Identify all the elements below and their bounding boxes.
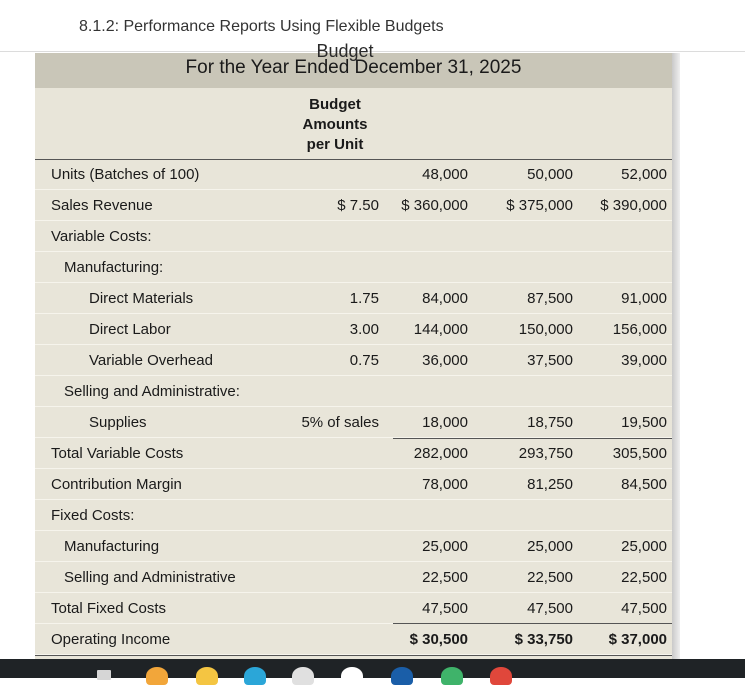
row-label: Fixed Costs: <box>51 507 135 524</box>
table-row <box>35 345 672 376</box>
table-row <box>35 407 672 438</box>
budget-48000-value: $ 360,000 <box>401 197 468 214</box>
per-unit-value: 3.00 <box>349 321 379 338</box>
mail-icon[interactable] <box>391 667 413 685</box>
row-label: Units (Batches of 100) <box>51 166 200 183</box>
paint-icon[interactable] <box>146 667 168 685</box>
row-label: Manufacturing: <box>64 259 164 276</box>
budget-52000-value: 25,000 <box>621 538 667 555</box>
bottom-rule <box>35 655 672 656</box>
budget-52000-value: 22,500 <box>621 569 667 586</box>
table-row <box>35 221 672 252</box>
budget-50000-value: 87,500 <box>527 290 573 307</box>
budget-50000-value: 81,250 <box>527 476 573 493</box>
row-label: Selling and Administrative: <box>64 383 240 400</box>
budget-52000-value: 39,000 <box>621 352 667 369</box>
budget-50000-value: 18,750 <box>527 414 573 431</box>
report-page <box>35 41 672 659</box>
budget-52000-value: 47,500 <box>621 600 667 617</box>
row-label: Selling and Administrative <box>64 569 236 586</box>
table-row <box>35 531 672 562</box>
budget-50000-value: $ 33,750 <box>514 631 573 648</box>
subtotal-rule <box>393 438 672 439</box>
budget-50000-value: 47,500 <box>527 600 573 617</box>
row-label: Operating Income <box>51 631 171 648</box>
budget-48000-value: 78,000 <box>422 476 468 493</box>
app-icon[interactable] <box>341 667 363 685</box>
budget-48000-value: 144,000 <box>413 321 468 338</box>
table-row <box>35 562 672 593</box>
chrome-icon[interactable] <box>490 667 512 685</box>
budget-48000-value: $ 30,500 <box>409 631 468 648</box>
table-row <box>35 159 672 190</box>
folder-icon[interactable] <box>196 667 218 685</box>
budget-50000-value: 293,750 <box>518 445 573 462</box>
budget-52000-value: 52,000 <box>621 166 667 183</box>
budget-52000-value: 91,000 <box>621 290 667 307</box>
row-label: Sales Revenue <box>51 197 153 214</box>
budget-50000-value: 37,500 <box>527 352 573 369</box>
row-label: Variable Costs: <box>51 228 152 245</box>
budget-50000-value: 150,000 <box>518 321 573 338</box>
row-label: Variable Overhead <box>89 352 213 369</box>
table-row <box>35 624 672 655</box>
budget-52000-value: 156,000 <box>612 321 667 338</box>
taskbar <box>0 659 745 678</box>
budget-52000-value: 19,500 <box>621 414 667 431</box>
per-unit-value: 5% of sales <box>301 414 379 431</box>
chrome-beta-icon[interactable] <box>441 667 463 685</box>
report-period: For the Year Ended December 31, 2025 <box>185 57 522 78</box>
row-label: Direct Labor <box>89 321 171 338</box>
budget-50000-value: $ 375,000 <box>506 197 573 214</box>
budget-48000-value: 36,000 <box>422 352 468 369</box>
edge-icon[interactable] <box>244 667 266 685</box>
row-label: Total Variable Costs <box>51 445 184 462</box>
row-label: Supplies <box>89 414 147 431</box>
store-icon[interactable] <box>292 667 314 685</box>
clipped-report-title: Budget <box>316 41 374 61</box>
budget-52000-value: $ 37,000 <box>608 631 667 648</box>
budget-48000-value: 48,000 <box>422 166 468 183</box>
document-edge <box>672 53 680 659</box>
budget-48000-value: 47,500 <box>422 600 468 617</box>
budget-52000-value: $ 390,000 <box>600 197 667 214</box>
total-fixed-rule <box>393 623 672 624</box>
table-row <box>35 190 672 221</box>
table-row <box>35 500 672 531</box>
budget-50000-value: 50,000 <box>527 166 573 183</box>
table-row <box>35 469 672 500</box>
per-unit-value: 0.75 <box>349 352 379 369</box>
budget-48000-value: 282,000 <box>413 445 468 462</box>
budget-per-unit-header: Budget Amounts per Unit <box>302 96 368 153</box>
budget-52000-value: 305,500 <box>612 445 667 462</box>
table-row <box>35 438 672 469</box>
table-row <box>35 252 672 283</box>
row-label: Direct Materials <box>89 290 194 307</box>
row-label: Contribution Margin <box>51 476 182 493</box>
task-view-icon[interactable] <box>97 670 111 680</box>
budget-52000-value: 84,500 <box>621 476 667 493</box>
report-title-band <box>35 41 672 88</box>
budget-48000-value: 84,000 <box>422 290 468 307</box>
table-row <box>35 376 672 407</box>
per-unit-value: 1.75 <box>349 290 379 307</box>
per-unit-value: $ 7.50 <box>337 197 379 214</box>
row-label: Manufacturing <box>64 538 160 555</box>
table-row <box>35 314 672 345</box>
row-label: Total Fixed Costs <box>51 600 167 617</box>
page-title: 8.1.2: Performance Reports Using Flexible Budgets <box>79 18 444 35</box>
document-viewer[interactable] <box>0 41 745 659</box>
budget-50000-value: 22,500 <box>527 569 573 586</box>
budget-50000-value: 25,000 <box>527 538 573 555</box>
table-row <box>35 593 672 624</box>
table-row <box>35 283 672 314</box>
budget-48000-value: 25,000 <box>422 538 468 555</box>
budget-48000-value: 18,000 <box>422 414 468 431</box>
budget-48000-value: 22,500 <box>422 569 468 586</box>
